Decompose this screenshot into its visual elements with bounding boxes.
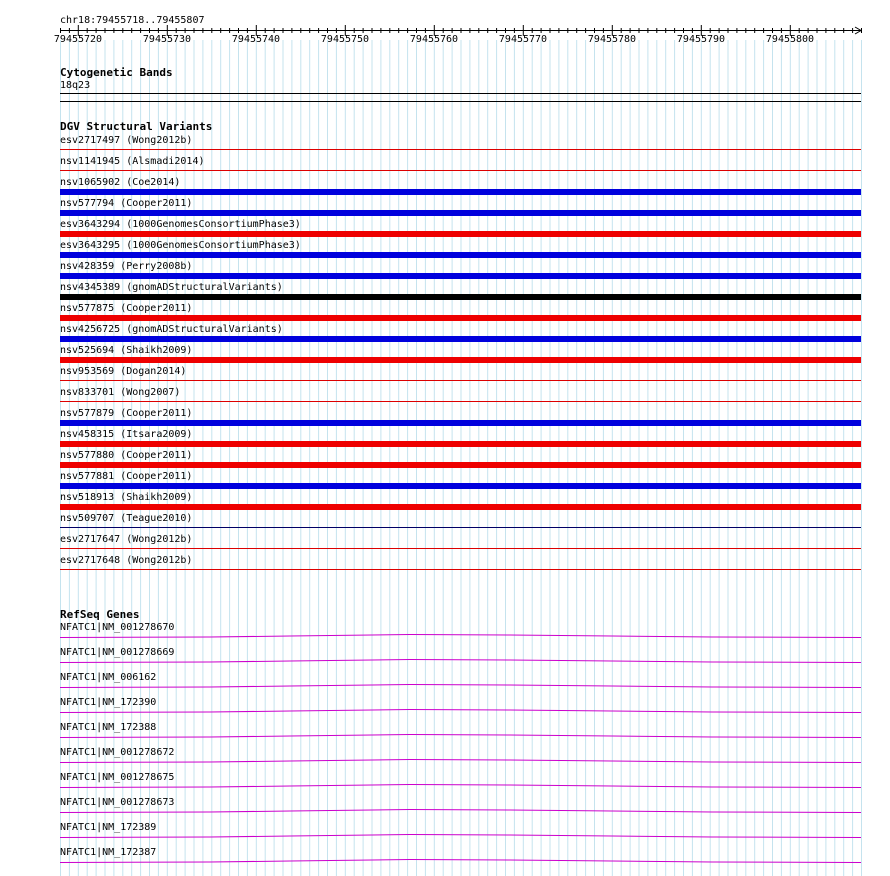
variant-bar[interactable] bbox=[60, 273, 861, 279]
variant-bar[interactable] bbox=[60, 380, 861, 381]
variant-label[interactable]: esv3643294 (1000GenomesConsortiumPhase3) bbox=[60, 219, 301, 230]
gene-model[interactable] bbox=[0, 756, 890, 764]
variant-label[interactable]: nsv4256725 (gnomADStructuralVariants) bbox=[60, 324, 283, 335]
variant-bar[interactable] bbox=[60, 149, 861, 150]
variant-bar[interactable] bbox=[60, 548, 861, 549]
variant-bar[interactable] bbox=[60, 336, 861, 342]
variant-bar[interactable] bbox=[60, 527, 861, 528]
gene-intron-line[interactable] bbox=[60, 660, 861, 663]
gene-label[interactable]: NFATC1|NM_001278670 bbox=[60, 622, 175, 633]
gene-intron-line[interactable] bbox=[60, 785, 861, 788]
variant-bar[interactable] bbox=[60, 210, 861, 216]
variant-bar[interactable] bbox=[60, 504, 861, 510]
variant-bar[interactable] bbox=[60, 294, 861, 300]
ruler-tick-label: 79455780 bbox=[587, 34, 637, 45]
gene-label[interactable]: NFATC1|NM_001278672 bbox=[60, 747, 175, 758]
variant-label[interactable]: nsv509707 (Teague2010) bbox=[60, 513, 193, 524]
gene-model[interactable] bbox=[0, 781, 890, 789]
variant-label[interactable]: nsv577880 (Cooper2011) bbox=[60, 450, 193, 461]
cytoband-track-title: Cytogenetic Bands bbox=[60, 66, 173, 79]
gene-model[interactable] bbox=[0, 681, 890, 689]
cytoband-bar[interactable] bbox=[60, 93, 861, 94]
gene-model[interactable] bbox=[0, 706, 890, 714]
ruler-tick-label: 79455720 bbox=[53, 34, 103, 45]
variant-label[interactable]: esv2717648 (Wong2012b) bbox=[60, 555, 193, 566]
variant-label[interactable]: nsv577879 (Cooper2011) bbox=[60, 408, 193, 419]
gene-intron-line[interactable] bbox=[60, 760, 861, 763]
gene-intron-line[interactable] bbox=[60, 860, 861, 863]
variant-label[interactable]: esv2717497 (Wong2012b) bbox=[60, 135, 193, 146]
variant-label[interactable]: esv2717647 (Wong2012b) bbox=[60, 534, 193, 545]
ruler-tick-label: 79455740 bbox=[231, 34, 281, 45]
variant-label[interactable]: nsv577875 (Cooper2011) bbox=[60, 303, 193, 314]
variant-bar[interactable] bbox=[60, 189, 861, 195]
ruler-tick-label: 79455770 bbox=[498, 34, 548, 45]
ruler-tick-label: 79455760 bbox=[409, 34, 459, 45]
gene-intron-line[interactable] bbox=[60, 635, 861, 638]
variant-label[interactable]: esv3643295 (1000GenomesConsortiumPhase3) bbox=[60, 240, 301, 251]
gene-intron-line[interactable] bbox=[60, 685, 861, 688]
variant-bar[interactable] bbox=[60, 420, 861, 426]
variant-bar[interactable] bbox=[60, 441, 861, 447]
gene-model[interactable] bbox=[0, 631, 890, 639]
variant-bar[interactable] bbox=[60, 483, 861, 489]
variant-label[interactable]: nsv525694 (Shaikh2009) bbox=[60, 345, 193, 356]
gene-label[interactable]: NFATC1|NM_001278673 bbox=[60, 797, 175, 808]
variant-bar[interactable] bbox=[60, 315, 861, 321]
variant-bar[interactable] bbox=[60, 357, 861, 363]
variant-bar[interactable] bbox=[60, 401, 861, 402]
gene-model[interactable] bbox=[0, 656, 890, 664]
gene-model[interactable] bbox=[0, 856, 890, 864]
variant-bar[interactable] bbox=[60, 569, 861, 570]
refseq-track-title: RefSeq Genes bbox=[60, 608, 140, 621]
gene-intron-line[interactable] bbox=[60, 735, 861, 738]
variant-bar[interactable] bbox=[60, 252, 861, 258]
ruler-tick-label: 79455750 bbox=[320, 34, 370, 45]
location-label: chr18:79455718..79455807 bbox=[60, 15, 205, 26]
variant-label[interactable]: nsv953569 (Dogan2014) bbox=[60, 366, 187, 377]
variant-label[interactable]: nsv833701 (Wong2007) bbox=[60, 387, 181, 398]
variant-bar[interactable] bbox=[60, 170, 861, 171]
cytoband-label[interactable]: 18q23 bbox=[60, 80, 91, 91]
variant-bar[interactable] bbox=[60, 231, 861, 237]
variant-label[interactable]: nsv518913 (Shaikh2009) bbox=[60, 492, 193, 503]
track-divider bbox=[60, 101, 861, 102]
variant-label[interactable]: nsv4345389 (gnomADStructuralVariants) bbox=[60, 282, 283, 293]
gene-label[interactable]: NFATC1|NM_006162 bbox=[60, 672, 157, 683]
variant-label[interactable]: nsv1065902 (Coe2014) bbox=[60, 177, 181, 188]
ruler-tick-label: 79455800 bbox=[765, 34, 815, 45]
gene-intron-line[interactable] bbox=[60, 710, 861, 713]
gene-label[interactable]: NFATC1|NM_001278675 bbox=[60, 772, 175, 783]
gene-model[interactable] bbox=[0, 831, 890, 839]
ruler-tick-label: 79455790 bbox=[676, 34, 726, 45]
variant-label[interactable]: nsv428359 (Perry2008b) bbox=[60, 261, 193, 272]
dgv-track-title: DGV Structural Variants bbox=[60, 120, 213, 133]
gene-label[interactable]: NFATC1|NM_172388 bbox=[60, 722, 157, 733]
gene-label[interactable]: NFATC1|NM_172389 bbox=[60, 822, 157, 833]
gene-label[interactable]: NFATC1|NM_172390 bbox=[60, 697, 157, 708]
gene-model[interactable] bbox=[0, 731, 890, 739]
variant-bar[interactable] bbox=[60, 462, 861, 468]
gene-label[interactable]: NFATC1|NM_001278669 bbox=[60, 647, 175, 658]
variant-label[interactable]: nsv1141945 (Alsmadi2014) bbox=[60, 156, 205, 167]
gene-model[interactable] bbox=[0, 806, 890, 814]
ruler-tick-label: 79455730 bbox=[142, 34, 192, 45]
gene-intron-line[interactable] bbox=[60, 835, 861, 838]
gene-intron-line[interactable] bbox=[60, 810, 861, 813]
variant-label[interactable]: nsv577881 (Cooper2011) bbox=[60, 471, 193, 482]
variant-label[interactable]: nsv577794 (Cooper2011) bbox=[60, 198, 193, 209]
gene-label[interactable]: NFATC1|NM_172387 bbox=[60, 847, 157, 858]
variant-label[interactable]: nsv458315 (Itsara2009) bbox=[60, 429, 193, 440]
